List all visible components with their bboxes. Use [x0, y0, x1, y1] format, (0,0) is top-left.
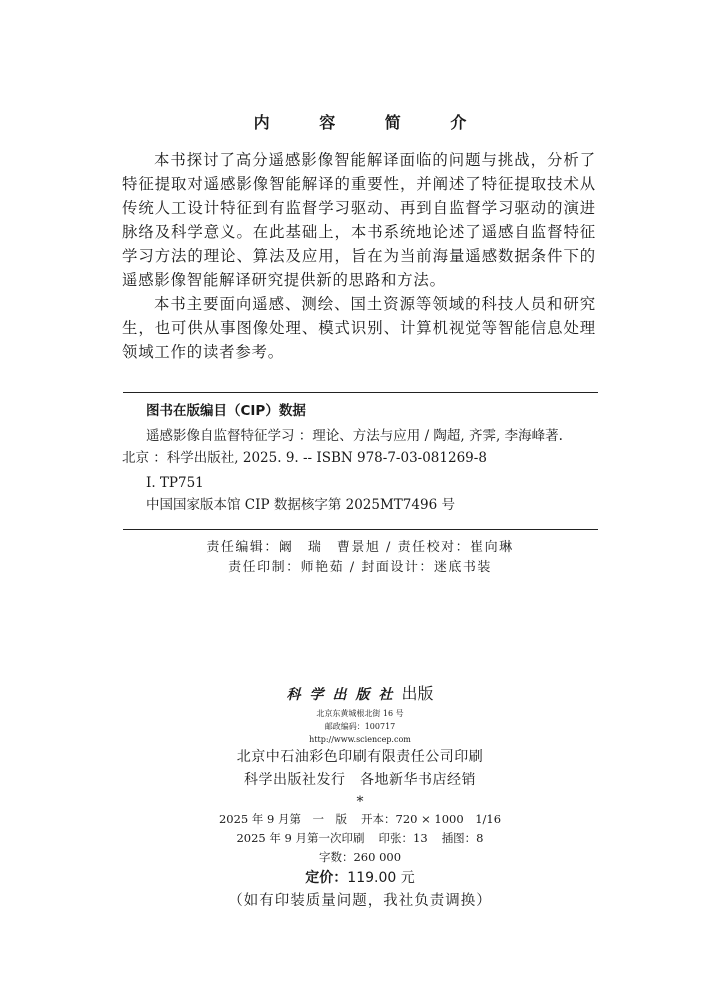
format-info: 开本：720 × 1000 1/16 [361, 812, 502, 826]
quality-notice: （如有印装质量问题，我社负责调换） [228, 893, 492, 909]
credits-editors: 责任编辑：阚 瑞 曹景旭 / 责任校对：崔向琳 [206, 540, 514, 555]
cip-record-number: 中国国家版本馆 CIP 数据核字第 2025MT7496 号 [146, 497, 455, 513]
credits-block [0, 538, 720, 578]
edition-date: 2025 年 9 月第 一 版 [218, 812, 348, 826]
imprint-block [0, 682, 720, 913]
printing-date: 2025 年 9 月第一次印刷 [236, 831, 365, 845]
cip-heading: 图书在版编目（CIP）数据 [146, 403, 306, 419]
sheet-count: 印张：13 [378, 831, 428, 845]
figure-count: 插图：8 [441, 831, 484, 845]
price-label: 定价： [305, 870, 348, 886]
cip-block [122, 400, 598, 516]
summary-paragraph-1: 本书探讨了高分遥感影像智能解译面临的问题与挑战，分析了特征提取对遥感影像智能解译的重要性，并阐述了特征提取技术从传统人工设计特征到有监督学习驱动、再到自监督学习驱动的演进脉络及科学意义。在此基础上，本书系统地论述了遥感自监督特征学习方法的理论、算法及应用，旨在为当前海量遥感数据条件下的遥感影像智能解译研究提供新的思路和方法。 [122, 151, 596, 289]
cip-entry-line-2: 北京 ：科学出版社, 2025. 9. -- ISBN 978-7-03-081269-8 [122, 450, 487, 466]
cip-classification: Ⅰ. TP751 [146, 475, 204, 491]
price-line [0, 867, 720, 889]
publisher-postcode: 邮政编码：100717 [324, 722, 396, 731]
summary-paragraph-2: 本书主要面向遥感、测绘、国土资源等领域的科技人员和研究生，也可供从事图像处理、模式识别、计算机视觉等智能信息处理领域工作的读者参考。 [122, 295, 596, 361]
summary-section [122, 148, 596, 364]
edition-line-1 [0, 810, 720, 829]
summary-title: 内 容 简 介 [253, 113, 489, 132]
publisher-address: 北京东黄城根北街 16 号 [316, 709, 404, 718]
cip-top-divider [123, 392, 598, 393]
edition-line-2 [0, 829, 720, 848]
publisher-name-suffix: 出版 [401, 684, 434, 703]
cip-bottom-divider [123, 529, 598, 530]
printer-line: 北京中石油彩色印刷有限责任公司印刷 [236, 749, 484, 765]
distribution-line: 科学出版社发行 各地新华书店经销 [244, 772, 476, 788]
separator-asterisk: * [356, 794, 364, 810]
publisher-website: http://www.sciencep.com [309, 735, 411, 744]
publisher-name [0, 682, 720, 707]
word-count: 字数：260 000 [318, 850, 402, 864]
price-value: 119.00 元 [347, 870, 415, 886]
credits-production: 责任印制：师艳茹 / 封面设计：迷底书装 [228, 560, 492, 575]
publisher-logo-text: 科学出版社 [286, 687, 402, 703]
cip-entry-line-1: 遥感影像自监督特征学习 ：理论、方法与应用 / 陶超, 齐霁, 李海峰著. [146, 428, 563, 444]
